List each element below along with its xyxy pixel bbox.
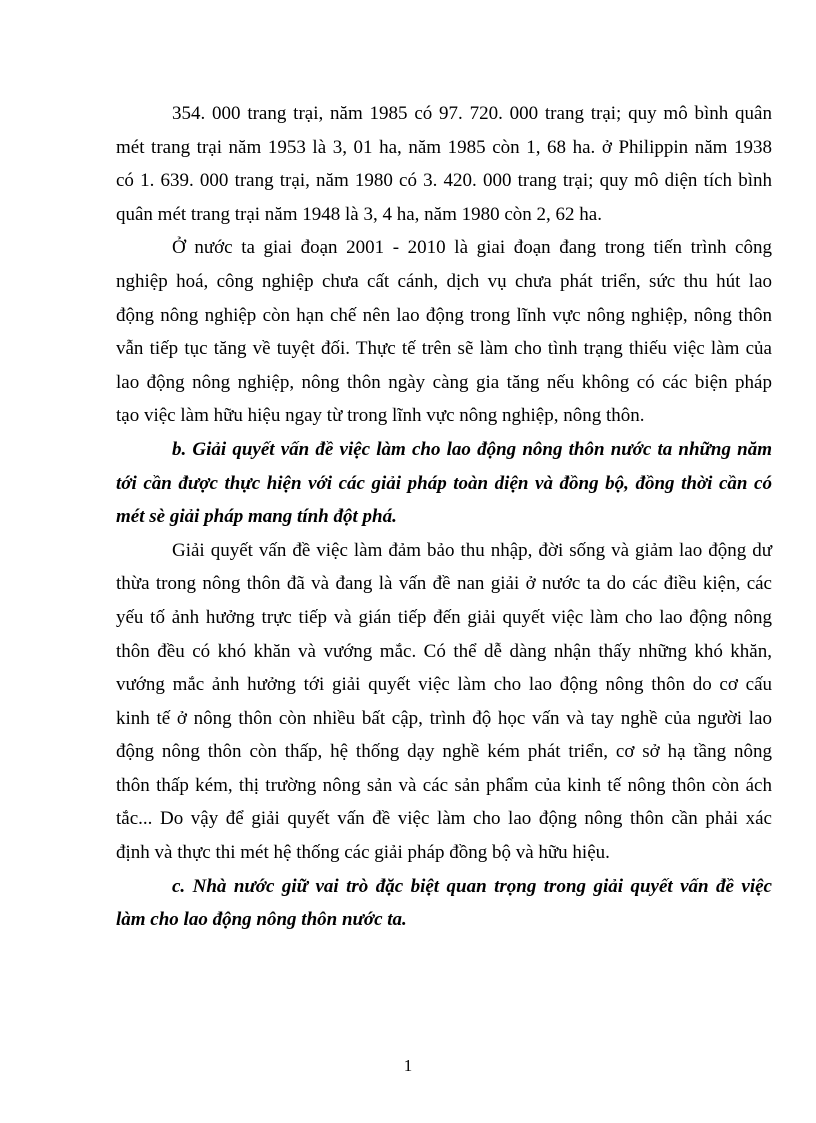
text-line: thừa trong nông thôn đã và đang là vấn đề nan giải ở nước ta do các điều kiện, các: [116, 573, 772, 595]
heading-line: b. Giải quyết vấn đề việc làm cho lao động nông thôn nước ta những năm: [172, 438, 772, 460]
text-line: Giải quyết vấn đề việc làm đảm bảo thu nhập, đời sống và giảm lao động dư: [172, 539, 772, 561]
text-line: thôn đều có khó khăn và vướng mắc. Có thể dễ dàng nhận thấy những khó khăn,: [116, 640, 772, 662]
page-number: 1: [403, 1056, 413, 1075]
text-line: động nông nghiệp còn hạn chế nên lao động trong lĩnh vực nông nghiệp, nông thôn: [116, 304, 772, 326]
paragraph-employment-solutions: [116, 534, 772, 870]
text-line: định và thực thi mét hệ thống các giải pháp đồng bộ và hữu hiệu.: [116, 842, 610, 864]
text-line: động nông thôn còn thấp, hệ thống dạy nghề kém phát triển, cơ sở hạ tầng nông: [116, 741, 772, 763]
heading-line: mét sè giải pháp mang tính đột phá.: [116, 506, 397, 528]
text-line: tắc... Do vậy để giải quyết vấn đề việc làm cho lao động nông thôn cần phải xác: [116, 808, 772, 830]
text-line: Ở nước ta giai đoạn 2001 - 2010 là giai đoạn đang trong tiến trình công: [172, 237, 772, 259]
text-line: có 1. 639. 000 trang trại, năm 1980 có 3. 420. 000 trang trại; quy mô diện tích bình: [116, 170, 772, 192]
text-line: 354. 000 trang trại, năm 1985 có 97. 720. 000 trang trại; quy mô bình quân: [172, 103, 772, 124]
section-heading-c: [116, 870, 772, 937]
text-line: kinh tế ở nông thôn còn nhiều bất cập, trình độ học vấn và tay nghề của người lao: [116, 707, 772, 729]
document-body: [116, 97, 772, 937]
text-line: yếu tố ảnh hưởng trực tiếp và gián tiếp đến giải quyết việc làm cho lao động nông: [116, 606, 772, 628]
text-line: tạo việc làm hữu hiệu ngay từ trong lĩnh vực nông nghiệp, nông thôn.: [116, 405, 645, 427]
heading-line: làm cho lao động nông thôn nước ta.: [116, 909, 407, 931]
text-line: vẫn tiếp tục tăng về tuyệt đối. Thực tế trên sẽ làm cho tình trạng thiếu việc làm của: [116, 338, 772, 360]
paragraph-continuation: [116, 97, 772, 231]
text-line: vướng mắc ảnh hưởng tới giải quyết việc làm cho lao động nông thôn do cơ cấu: [116, 674, 772, 696]
text-line: nghiệp hoá, công nghiệp chưa cất cánh, dịch vụ chưa phát triển, sức thu hút lao: [116, 270, 772, 292]
text-line: quân mét trang trại năm 1948 là 3, 4 ha, năm 1980 còn 2, 62 ha.: [116, 203, 602, 225]
text-line: lao động nông nghiệp, nông thôn ngày càng gia tăng nếu không có các biện pháp: [116, 371, 772, 393]
heading-line: c. Nhà nước giữ vai trò đặc biệt quan trọng trong giải quyết vấn đề việc: [172, 875, 772, 897]
section-heading-b: [116, 433, 772, 534]
text-line: mét trang trại năm 1953 là 3, 01 ha, năm 1985 còn 1, 68 ha. ở Philippin năm 1938: [116, 136, 772, 158]
heading-line: tới cần được thực hiện với các giải pháp toàn diện và đồng bộ, đồng thời cần có: [116, 472, 772, 494]
paragraph-labor-vietnam: [116, 231, 772, 433]
text-line: thôn thấp kém, thị trường nông sản và các sản phẩm của kinh tế nông thôn còn ách: [116, 774, 772, 796]
